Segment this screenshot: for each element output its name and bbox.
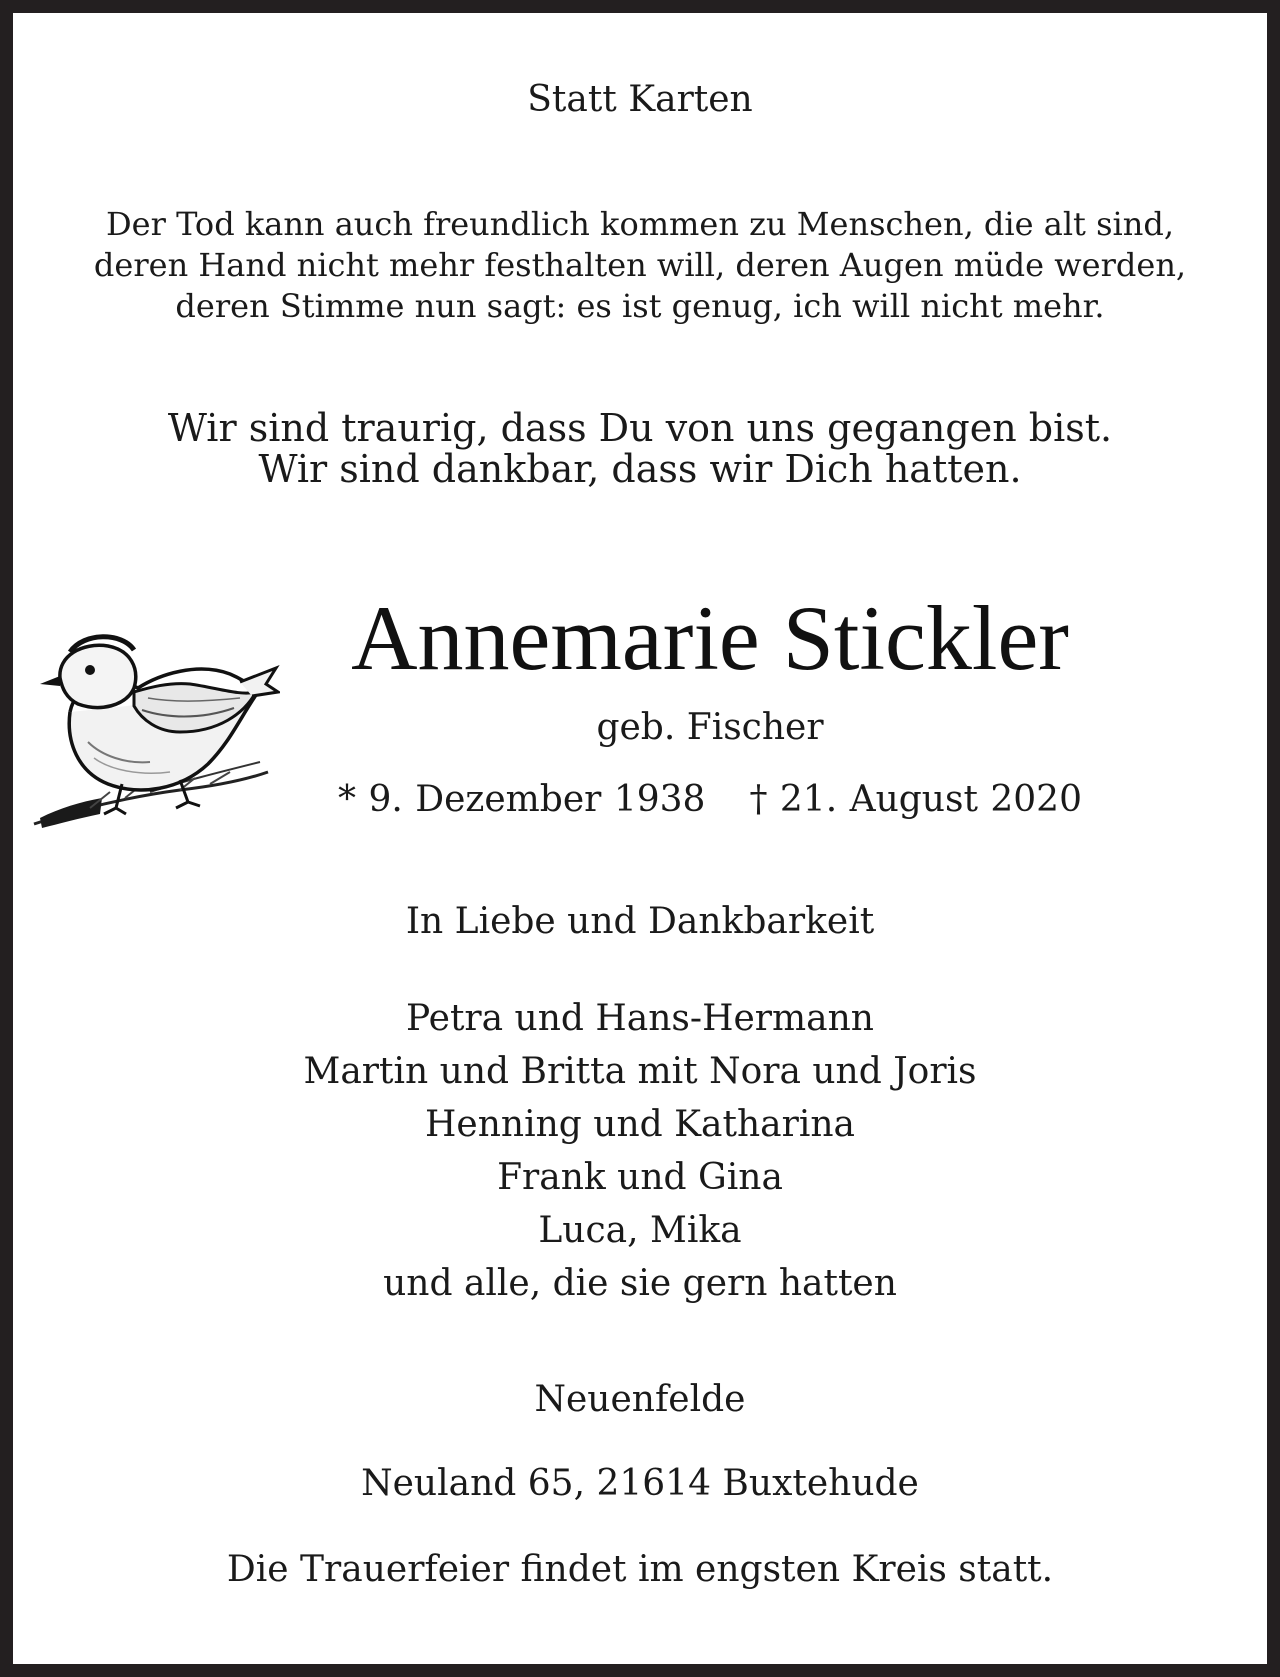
quote-line: deren Stimme nun sagt: es ist genug, ich will nicht mehr.: [175, 287, 1105, 325]
deceased-name: Annemarie Stickler: [351, 587, 1069, 689]
address-line: Neuland 65, 21614 Buxtehude: [361, 1463, 919, 1504]
family-line: Martin und Britta mit Nora und Joris: [303, 1051, 977, 1092]
quote-line: deren Hand nicht mehr festhalten will, deren Augen müde werden,: [93, 246, 1187, 284]
ceremony-note: Die Trauerfeier findet im engsten Kreis statt.: [226, 1549, 1054, 1590]
sentiment-line: Wir sind dankbar, dass wir Dich hatten.: [258, 447, 1022, 491]
notice-heading: Statt Karten: [527, 79, 753, 120]
family-list: [13, 992, 1267, 1310]
birth-date: * 9. Dezember 1938: [338, 779, 706, 820]
family-line: Frank und Gina: [497, 1157, 783, 1198]
closing-line: In Liebe und Dankbarkeit: [405, 901, 875, 942]
family-line: Petra und Hans-Hermann: [406, 998, 874, 1039]
maiden-name: geb. Fischer: [596, 707, 824, 748]
sentiment-text: [13, 408, 1267, 490]
family-line: Henning und Katharina: [425, 1104, 855, 1145]
quote-text: [13, 204, 1267, 327]
quote-line: Der Tod kann auch freundlich kommen zu Menschen, die alt sind,: [106, 205, 1174, 243]
family-line: und alle, die sie gern hatten: [383, 1263, 897, 1304]
sentiment-line: Wir sind traurig, dass Du von uns gegangen bist.: [167, 406, 1113, 450]
place-name: Neuenfelde: [534, 1379, 746, 1420]
bird-sketch-icon: [30, 622, 280, 852]
life-dates: [280, 778, 1140, 822]
family-line: Luca, Mika: [538, 1210, 742, 1251]
death-date: † 21. August 2020: [749, 779, 1082, 820]
